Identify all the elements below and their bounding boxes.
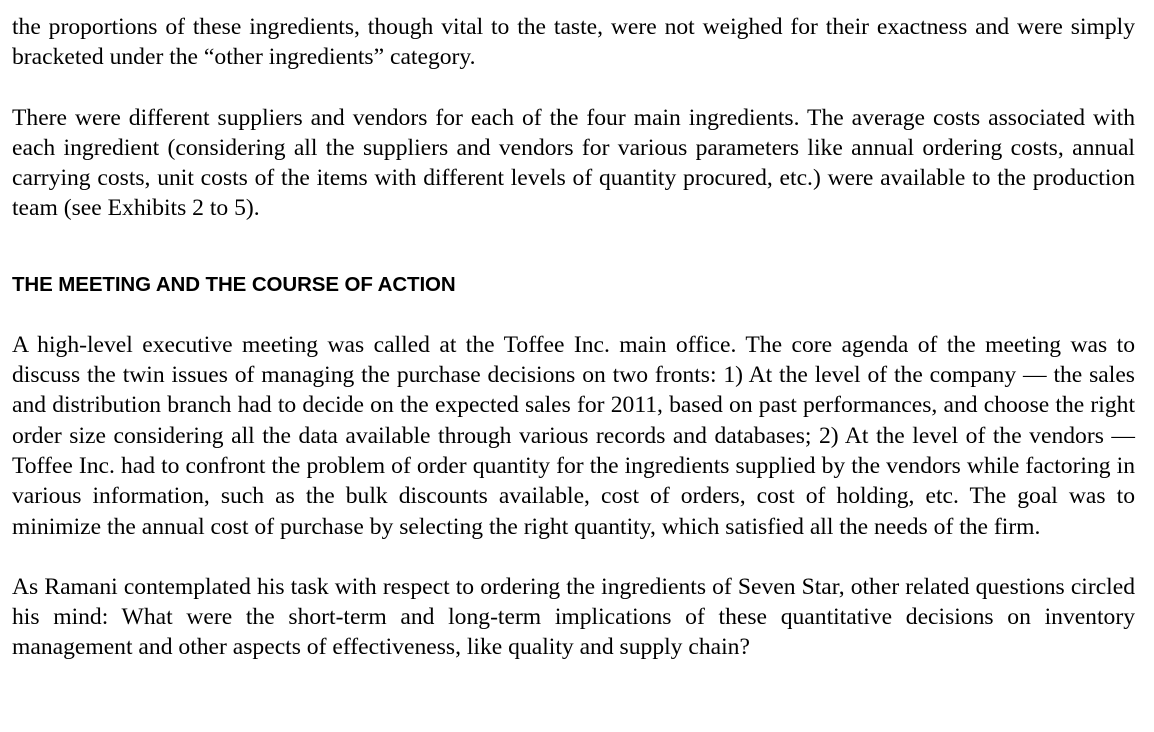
paragraph-spacer bbox=[12, 542, 1135, 572]
paragraph-suppliers-costs: There were different suppliers and vendors for each of the four main ingredients. The average costs associated with each ingredient (considering all the suppliers and vendors for various parameters like annual ordering costs, annual carrying costs, unit costs of the items with different levels of quantity procured, etc.) were available to the production team (see Exhibits 2 to 5). bbox=[12, 104, 1135, 222]
paragraph-spacer bbox=[12, 300, 1135, 330]
section-heading: THE MEETING AND THE COURSE OF ACTION bbox=[12, 272, 456, 296]
paragraph-executive-meeting: A high-level executive meeting was called at the Toffee Inc. main office. The core agenda of the meeting was to discuss the twin issues of managing the purchase decisions on two fronts: 1) At the level of the company — the sales and distribution branch had to decide on the expected sales for 2011, based on past performances, and choose the right order size considering all the data available through various records and databases; 2) At the level of the vendors — Toffee Inc. had to confront the problem of order quantity for the ingredients supplied by the vendors while factoring in various information, such as the bulk discounts available, cost of orders, cost of holding, etc. The goal was to minimize the annual cost of purchase by selecting the right quantity, which satisfied all the needs of the firm. bbox=[12, 331, 1135, 540]
paragraph-ramani-questions: As Ramani contemplated his task with respect to ordering the ingredients of Seven Star, other related questions circled his mind: What were the short-term and long-term implications of these quantitative decisions on inventory management and other aspects of effectiveness, like quality and supply chain? bbox=[12, 573, 1135, 661]
paragraph-ingredients-proportions: the proportions of these ingredients, though vital to the taste, were not weighed for their exactness and were simply bracketed under the “other ingredients” category. bbox=[12, 14, 1135, 71]
document-page bbox=[12, 12, 1135, 663]
section-spacer bbox=[12, 224, 1135, 270]
paragraph-spacer bbox=[12, 73, 1135, 103]
